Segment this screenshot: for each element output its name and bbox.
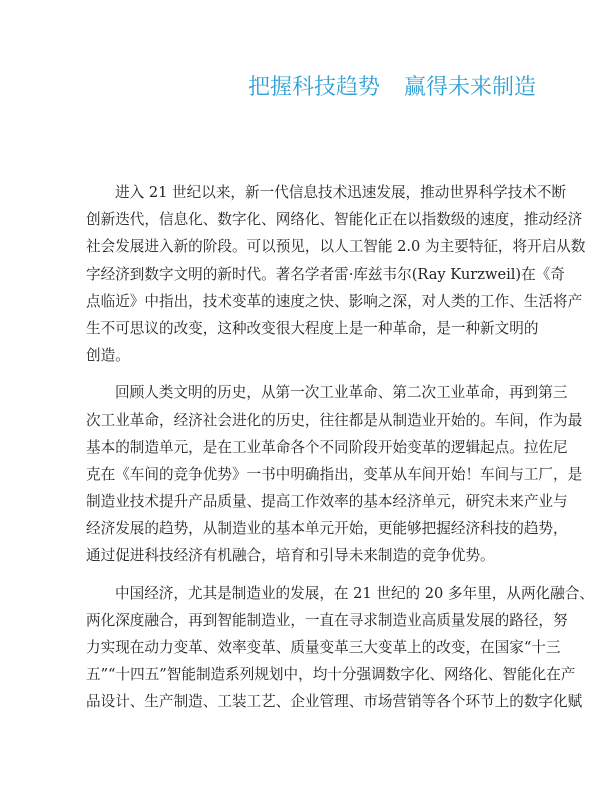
text-line: 字经济到数字文明的新时代。著名学者雷·库兹韦尔(Ray Kurzweil)在《奇	[86, 265, 565, 283]
text-line: 次工业革命，经济社会进化的历史，往往都是从制造业开始的。车间，作为最	[86, 411, 583, 429]
text-line: 制造业技术提升产品质量、提高工作效率的基本经济单元，研究未来产业与	[86, 493, 568, 511]
text-line: 五”“十四五”智能制造系列规划中，均十分强调数字化、网络化、智能化在产	[86, 666, 576, 684]
text-line: 点临近》中指出，技术变革的速度之快、影响之深，对人类的工作、生活将产	[86, 292, 583, 310]
title-part-1: 把握科技趋势	[247, 75, 380, 100]
page-title	[248, 70, 536, 101]
text-line: 两化深度融合，再到智能制造业，一直在寻求制造业高质量发展的路径，努	[86, 611, 568, 629]
paragraph	[86, 179, 586, 369]
text-line: 回顾人类文明的历史，从第一次工业革命、第二次工业革命，再到第三	[115, 384, 568, 402]
text-line: 创造。	[86, 347, 130, 365]
paragraph	[86, 379, 583, 569]
text-line: 力实现在动力变革、效率变革、质量变革三大变革上的改变，在国家“十三	[86, 639, 561, 656]
body-text	[86, 179, 594, 716]
text-line: 基本的制造单元，是在工业革命各个不同阶段开始变革的逻辑起点。拉佐尼	[86, 438, 568, 456]
text-line: 经济发展的趋势，从制造业的基本单元开始，更能够把握经济科技的趋势，	[86, 520, 568, 538]
text-line: 生不可思议的改变，这种改变很大程度上是一种革命，是一种新文明的	[86, 319, 539, 337]
text-line: 社会发展进入新的阶段。可以预见，以人工智能 2.0 为主要特征，将开启从数	[86, 238, 586, 256]
text-line: 中国经济，尤其是制造业的发展，在 21 世纪的 20 多年里，从两化融合、	[115, 584, 594, 602]
paragraph	[86, 580, 594, 716]
text-line: 通过促进科技经济有机融合，培育和引导未来制造的竞争优势。	[86, 547, 495, 565]
text-line: 创新迭代，信息化、数字化、网络化、智能化正在以指数级的速度，推动经济	[86, 211, 583, 229]
text-line: 品设计、生产制造、工装工艺、企业管理、市场营销等各个环节上的数字化赋	[86, 693, 583, 711]
text-line: 克在《车间的竞争优势》一书中明确指出，变革从车间开始！车间与工厂，是	[86, 465, 583, 483]
title-part-2: 赢得未来制造	[403, 75, 536, 100]
text-line: 进入 21 世纪以来，新一代信息技术迅速发展，推动世界科学技术不断	[115, 184, 567, 201]
